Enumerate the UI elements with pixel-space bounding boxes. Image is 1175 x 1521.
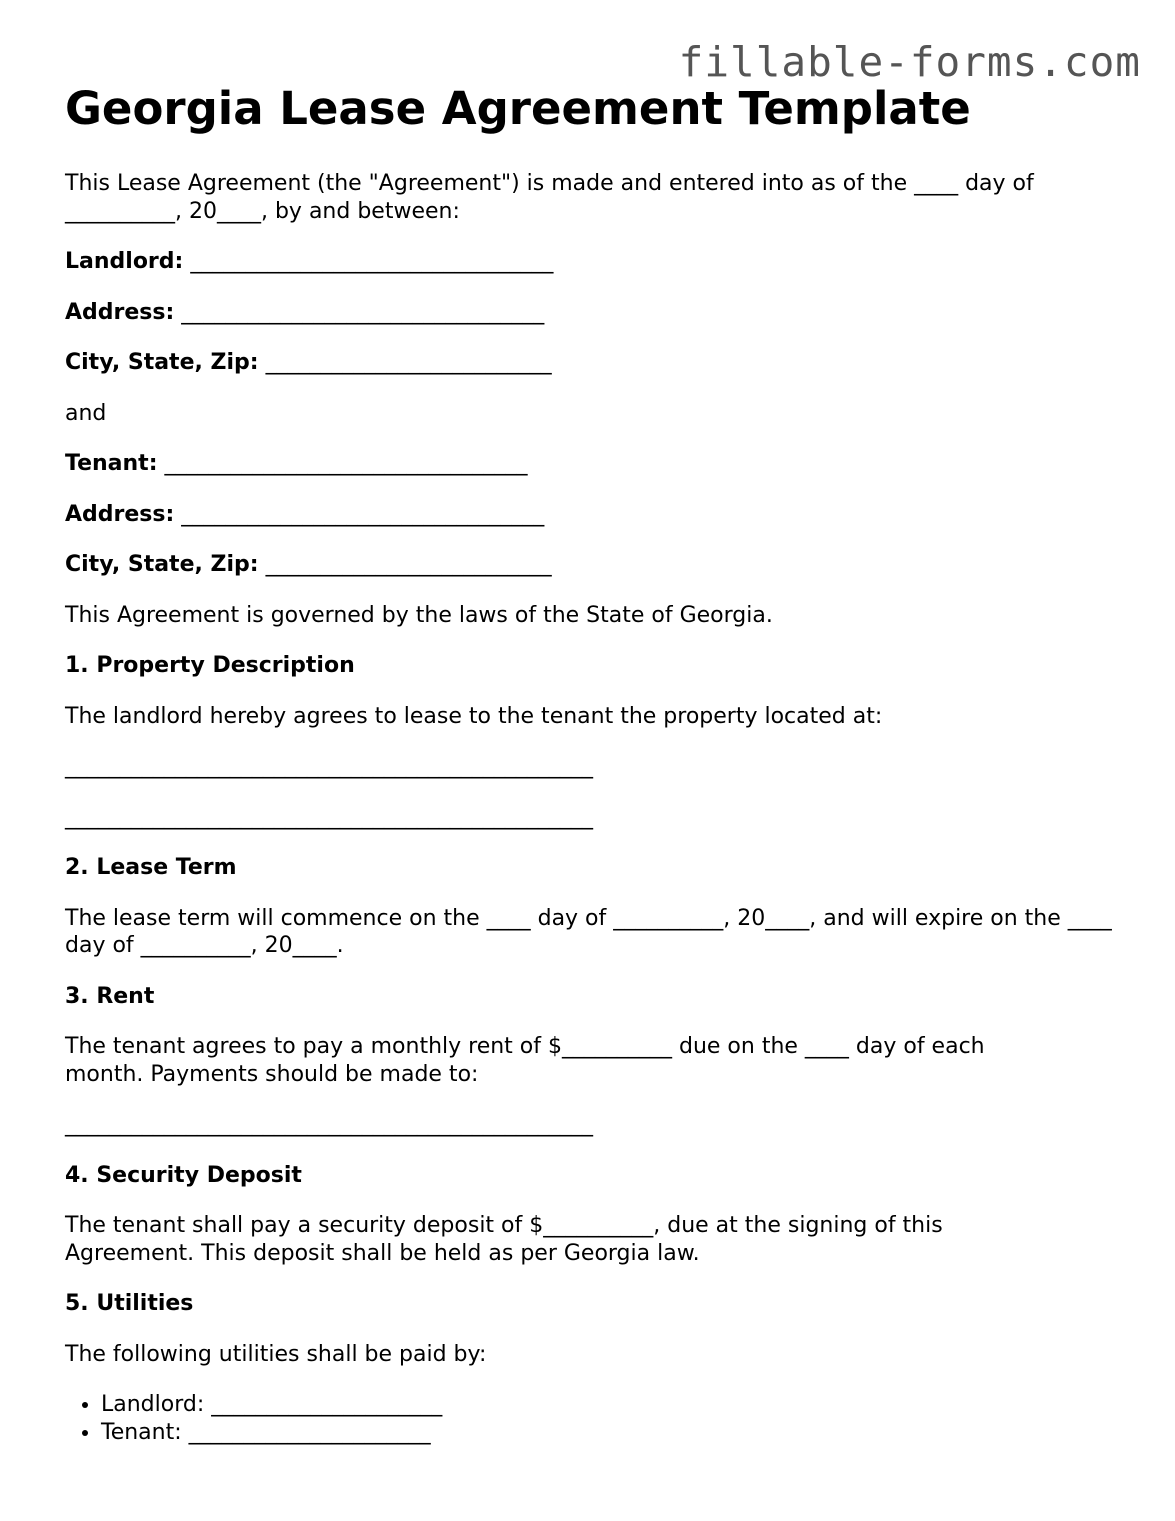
landlord-address-field: [65, 299, 1125, 327]
intro-paragraph: This Lease Agreement (the "Agreement") is made and entered into as of the ____ day of __________, 20____, by and between:: [65, 171, 1034, 224]
section-heading-property: 1. Property Description: [65, 653, 355, 678]
property-text: The landlord hereby agrees to lease to the tenant the property located at:: [65, 703, 883, 729]
tenant-csz-label: City, State, Zip:: [65, 552, 259, 577]
section-heading-term: 2. Lease Term: [65, 855, 237, 880]
term-text: The lease term will commence on the ____ day of __________, 20____, and will expire on the ____ day of __________, 20____.: [65, 905, 1112, 958]
landlord-name-label: Landlord:: [65, 249, 184, 274]
and-text: and: [65, 400, 107, 426]
landlord-address-label: Address:: [65, 299, 175, 325]
property-address-line-2[interactable]: ________________________________________________: [65, 804, 593, 830]
utilities-list: [65, 1391, 1125, 1446]
landlord-name-field: [65, 248, 1125, 276]
utilities-text: The following utilities shall be paid by:: [65, 1341, 487, 1367]
page-title: Georgia Lease Agreement Template: [65, 82, 971, 135]
utilities-landlord-item[interactable]: • Landlord: _____________________: [101, 1391, 1125, 1419]
rent-payee-line[interactable]: ________________________________________________: [65, 1112, 593, 1137]
landlord-address-blank[interactable]: _________________________________: [181, 299, 545, 325]
governing-law-text: This Agreement is governed by the laws of the State of Georgia.: [65, 602, 773, 628]
deposit-text: The tenant shall pay a security deposit of $__________, due at the signing of this Agreement. This deposit shall be held as per Georgia law.: [65, 1213, 943, 1266]
landlord-csz-label: City, State, Zip:: [65, 350, 259, 375]
tenant-csz-blank[interactable]: __________________________: [265, 552, 552, 577]
tenant-name-label: Tenant:: [65, 451, 158, 476]
section-heading-rent: 3. Rent: [65, 983, 155, 1009]
landlord-csz-field: [65, 349, 1125, 377]
rent-text: The tenant agrees to pay a monthly rent of $__________ due on the ____ day of each month. Payments should be made to:: [65, 1034, 985, 1087]
tenant-address-label: Address:: [65, 501, 175, 527]
landlord-name-blank[interactable]: _________________________________: [190, 249, 554, 274]
watermark: fillable-forms.com: [678, 38, 1141, 86]
tenant-csz-field: [65, 551, 1125, 579]
tenant-address-field: [65, 501, 1125, 529]
section-heading-deposit: 4. Security Deposit: [65, 1162, 302, 1188]
tenant-name-blank[interactable]: _________________________________: [164, 451, 528, 476]
landlord-csz-blank[interactable]: __________________________: [265, 350, 552, 375]
section-heading-utilities: 5. Utilities: [65, 1291, 194, 1316]
utilities-tenant-item[interactable]: • Tenant: ______________________: [101, 1419, 1125, 1447]
document-body: [65, 170, 1125, 1446]
tenant-name-field: [65, 450, 1125, 478]
property-address-line-1[interactable]: ________________________________________________: [65, 754, 593, 779]
tenant-address-blank[interactable]: _________________________________: [181, 501, 545, 527]
